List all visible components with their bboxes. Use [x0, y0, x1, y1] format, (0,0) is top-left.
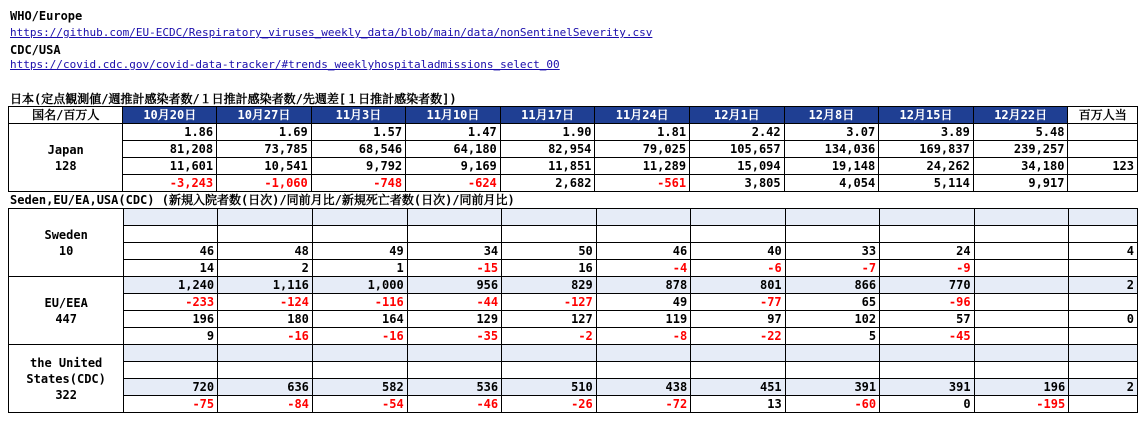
date-column-header: 12月1日	[690, 107, 785, 124]
data-cell: 770	[880, 277, 974, 294]
data-cell	[407, 362, 501, 379]
per-million-cell	[1069, 294, 1138, 311]
who-data-link[interactable]: https://github.com/EU-ECDC/Respiratory_viruses_weekly_data/blob/main/data/nonSentinelSeverity.csv	[10, 26, 653, 39]
data-cell: 636	[218, 379, 313, 396]
data-cell: 1.90	[500, 124, 595, 141]
data-cell	[407, 209, 501, 226]
data-cell	[785, 226, 879, 243]
sweden-row	[9, 209, 1138, 226]
data-cell	[691, 345, 785, 362]
data-cell: 129	[407, 311, 501, 328]
usa-row	[9, 379, 1138, 396]
data-cell	[312, 226, 407, 243]
per-million-cell	[1069, 396, 1138, 413]
data-cell: 866	[785, 277, 879, 294]
data-cell: 180	[218, 311, 313, 328]
data-cell: 391	[880, 379, 974, 396]
data-cell	[502, 362, 597, 379]
data-cell	[785, 345, 879, 362]
data-cell: 97	[691, 311, 785, 328]
data-cell	[407, 345, 501, 362]
date-column-header: 11月10日	[406, 107, 501, 124]
data-cell: 49	[312, 243, 407, 260]
data-cell: 582	[312, 379, 407, 396]
data-cell	[785, 209, 879, 226]
cdc-usa-label: CDC/USA	[10, 43, 61, 57]
data-cell: 68,546	[311, 141, 405, 158]
data-cell: 9,169	[406, 158, 501, 175]
data-cell	[974, 328, 1069, 345]
data-cell: 3.89	[879, 124, 974, 141]
data-cell: 2,682	[500, 175, 595, 192]
data-cell: 0	[880, 396, 974, 413]
data-cell: -561	[595, 175, 690, 192]
eu-row	[9, 277, 1138, 294]
data-cell: 801	[691, 277, 785, 294]
data-cell: 1.81	[595, 124, 690, 141]
data-cell: -233	[124, 294, 218, 311]
data-cell: 16	[502, 260, 597, 277]
data-cell: -75	[124, 396, 218, 413]
data-cell: 10,541	[217, 158, 312, 175]
data-cell: -54	[312, 396, 407, 413]
data-cell	[596, 226, 690, 243]
data-cell: 196	[124, 311, 218, 328]
data-cell: 57	[880, 311, 974, 328]
data-cell: 19,148	[784, 158, 879, 175]
data-cell	[691, 226, 785, 243]
data-cell: 102	[785, 311, 879, 328]
per-million-cell	[1069, 226, 1138, 243]
data-cell: -195	[974, 396, 1069, 413]
data-cell	[218, 226, 313, 243]
date-column-header: 10月20日	[123, 107, 217, 124]
data-cell: 9,917	[973, 175, 1068, 192]
data-cell: 46	[596, 243, 690, 260]
population-value: 447	[55, 311, 77, 326]
japan-row	[9, 158, 1138, 175]
data-cell: 536	[407, 379, 501, 396]
data-cell: 33	[785, 243, 879, 260]
data-cell: -7	[785, 260, 879, 277]
japan-row	[9, 124, 1138, 141]
who-europe-label: WHO/Europe	[10, 9, 83, 23]
data-cell: -44	[407, 294, 501, 311]
data-cell: 438	[596, 379, 690, 396]
per-million-cell	[1068, 175, 1138, 192]
sweden-row	[9, 260, 1138, 277]
data-cell: 79,025	[595, 141, 690, 158]
per-million-cell	[1069, 209, 1138, 226]
data-cell: -127	[502, 294, 597, 311]
data-cell: -6	[691, 260, 785, 277]
population-value: 10	[58, 243, 74, 258]
country-label	[9, 277, 124, 345]
data-cell: -124	[218, 294, 313, 311]
date-column-header: 11月17日	[500, 107, 595, 124]
country-name: Japan	[47, 142, 84, 157]
per-million-cell	[1069, 328, 1138, 345]
data-cell: 127	[502, 311, 597, 328]
data-cell: 1.69	[217, 124, 312, 141]
japan-row	[9, 141, 1138, 158]
data-cell	[407, 226, 501, 243]
data-cell: 65	[785, 294, 879, 311]
data-cell: 105,657	[690, 141, 785, 158]
data-cell: 134,036	[784, 141, 879, 158]
data-cell: 720	[124, 379, 218, 396]
data-cell: -60	[785, 396, 879, 413]
data-cell: -15	[407, 260, 501, 277]
data-cell	[691, 362, 785, 379]
japan-row	[9, 175, 1138, 192]
data-cell: -45	[880, 328, 974, 345]
per-million-cell	[1068, 124, 1138, 141]
data-cell: 1.57	[311, 124, 405, 141]
per-million-cell	[1069, 260, 1138, 277]
data-cell: 5,114	[879, 175, 974, 192]
data-cell: 49	[596, 294, 690, 311]
data-cell: 878	[596, 277, 690, 294]
data-cell	[974, 294, 1069, 311]
per-million-cell: 123	[1068, 158, 1138, 175]
data-cell: 24,262	[879, 158, 974, 175]
data-cell: 829	[502, 277, 597, 294]
data-cell: -9	[880, 260, 974, 277]
date-column-header: 10月27日	[217, 107, 312, 124]
data-cell: 1.47	[406, 124, 501, 141]
date-column-header: 12月8日	[784, 107, 879, 124]
eu-row	[9, 294, 1138, 311]
data-cell	[974, 209, 1069, 226]
data-cell	[124, 345, 218, 362]
data-cell	[974, 260, 1069, 277]
data-cell: 451	[691, 379, 785, 396]
data-cell	[974, 362, 1069, 379]
data-cell	[880, 362, 974, 379]
data-cell: 2.42	[690, 124, 785, 141]
country-name: the United States(CDC)	[26, 355, 106, 386]
data-cell: -16	[312, 328, 407, 345]
data-cell: 1	[312, 260, 407, 277]
data-cell: 169,837	[879, 141, 974, 158]
population-value: 322	[55, 387, 77, 402]
usa-row	[9, 362, 1138, 379]
data-cell: 164	[312, 311, 407, 328]
data-cell	[312, 345, 407, 362]
data-cell: 196	[974, 379, 1069, 396]
data-cell: 11,601	[123, 158, 217, 175]
data-cell	[124, 209, 218, 226]
other-countries-table	[8, 208, 1138, 413]
data-cell: 13	[691, 396, 785, 413]
data-cell	[974, 226, 1069, 243]
sweden-row	[9, 243, 1138, 260]
data-cell	[218, 362, 313, 379]
data-cell	[974, 277, 1069, 294]
data-cell: 1,116	[218, 277, 313, 294]
data-cell: 4,054	[784, 175, 879, 192]
data-cell: 73,785	[217, 141, 312, 158]
data-cell: -16	[218, 328, 313, 345]
data-cell	[974, 345, 1069, 362]
country-label	[9, 345, 124, 413]
data-cell: -624	[406, 175, 501, 192]
data-cell	[312, 209, 407, 226]
data-cell: -2	[502, 328, 597, 345]
data-cell	[502, 345, 597, 362]
per-million-cell: 0	[1069, 311, 1138, 328]
data-cell: 11,289	[595, 158, 690, 175]
data-cell: 50	[502, 243, 597, 260]
data-cell: 34,180	[973, 158, 1068, 175]
data-cell: -116	[312, 294, 407, 311]
data-cell: 64,180	[406, 141, 501, 158]
other-section-title: Seden,EU/EA,USA(CDC) (新規入院者数(日次)/同前月比/新規死亡者数(日次)/同前月比)	[10, 193, 515, 207]
usa-row	[9, 396, 1138, 413]
data-cell: 24	[880, 243, 974, 260]
data-cell: -26	[502, 396, 597, 413]
data-cell: 5.48	[973, 124, 1068, 141]
sweden-row	[9, 226, 1138, 243]
date-column-header: 12月15日	[879, 107, 974, 124]
data-cell: 3.07	[784, 124, 879, 141]
data-cell: 956	[407, 277, 501, 294]
data-cell: 40	[691, 243, 785, 260]
data-cell	[880, 209, 974, 226]
data-cell: 1.86	[123, 124, 217, 141]
data-cell: 5	[785, 328, 879, 345]
data-cell: 46	[124, 243, 218, 260]
data-cell	[974, 311, 1069, 328]
data-cell	[502, 226, 597, 243]
population-value: 128	[54, 158, 77, 173]
data-cell	[124, 226, 218, 243]
per-million-cell: 4	[1069, 243, 1138, 260]
usa-row	[9, 345, 1138, 362]
data-cell: 510	[502, 379, 597, 396]
data-cell	[502, 209, 597, 226]
data-cell	[974, 243, 1069, 260]
data-cell	[596, 362, 690, 379]
per-million-cell: 2	[1069, 379, 1138, 396]
data-cell: 391	[785, 379, 879, 396]
data-cell: 2	[218, 260, 313, 277]
data-cell: -8	[596, 328, 690, 345]
data-cell: 81,208	[123, 141, 217, 158]
japan-table	[8, 106, 1138, 192]
data-cell: -22	[691, 328, 785, 345]
data-cell: 1,000	[312, 277, 407, 294]
data-cell	[218, 345, 313, 362]
data-cell: -4	[596, 260, 690, 277]
data-cell: 239,257	[973, 141, 1068, 158]
data-cell: 34	[407, 243, 501, 260]
data-cell: 14	[124, 260, 218, 277]
data-cell	[596, 209, 690, 226]
country-name: Sweden	[44, 227, 88, 242]
data-cell: 3,805	[690, 175, 785, 192]
eu-row	[9, 328, 1138, 345]
country-label	[9, 209, 124, 277]
data-cell: -3,243	[123, 175, 217, 192]
data-cell: 9	[124, 328, 218, 345]
data-cell: 48	[218, 243, 313, 260]
data-cell	[785, 362, 879, 379]
date-column-header: 11月24日	[595, 107, 690, 124]
data-cell: -35	[407, 328, 501, 345]
date-column-header: 11月3日	[311, 107, 405, 124]
data-cell: 82,954	[500, 141, 595, 158]
per-million-cell: 2	[1069, 277, 1138, 294]
data-cell: -1,060	[217, 175, 312, 192]
per-million-cell	[1069, 362, 1138, 379]
cdc-data-link[interactable]: https://covid.cdc.gov/covid-data-tracker/#trends_weeklyhospitaladmissions_select_00	[10, 58, 560, 71]
data-cell: 15,094	[690, 158, 785, 175]
data-cell: -96	[880, 294, 974, 311]
country-label	[9, 124, 123, 192]
date-column-header: 12月22日	[973, 107, 1068, 124]
data-cell: 119	[596, 311, 690, 328]
data-cell: -72	[596, 396, 690, 413]
data-cell	[312, 362, 407, 379]
data-cell: -46	[407, 396, 501, 413]
country-name: EU/EEA	[44, 295, 88, 310]
per-million-cell	[1069, 345, 1138, 362]
data-cell	[218, 209, 313, 226]
data-cell: 11,851	[500, 158, 595, 175]
japan-section-title: 日本(定点観測値/週推計感染者数/１日推計感染者数/先週差[１日推計感染者数])	[10, 92, 457, 106]
data-cell	[124, 362, 218, 379]
per-million-header: 百万人当	[1068, 107, 1138, 124]
corner-header: 国名/百万人	[9, 107, 123, 124]
data-cell	[880, 226, 974, 243]
data-cell: 1,240	[124, 277, 218, 294]
data-cell: 9,792	[311, 158, 405, 175]
data-cell	[691, 209, 785, 226]
data-cell	[880, 345, 974, 362]
data-cell	[596, 345, 690, 362]
data-cell: -84	[218, 396, 313, 413]
per-million-cell	[1068, 141, 1138, 158]
eu-row	[9, 311, 1138, 328]
data-cell: -748	[311, 175, 405, 192]
data-cell: -77	[691, 294, 785, 311]
